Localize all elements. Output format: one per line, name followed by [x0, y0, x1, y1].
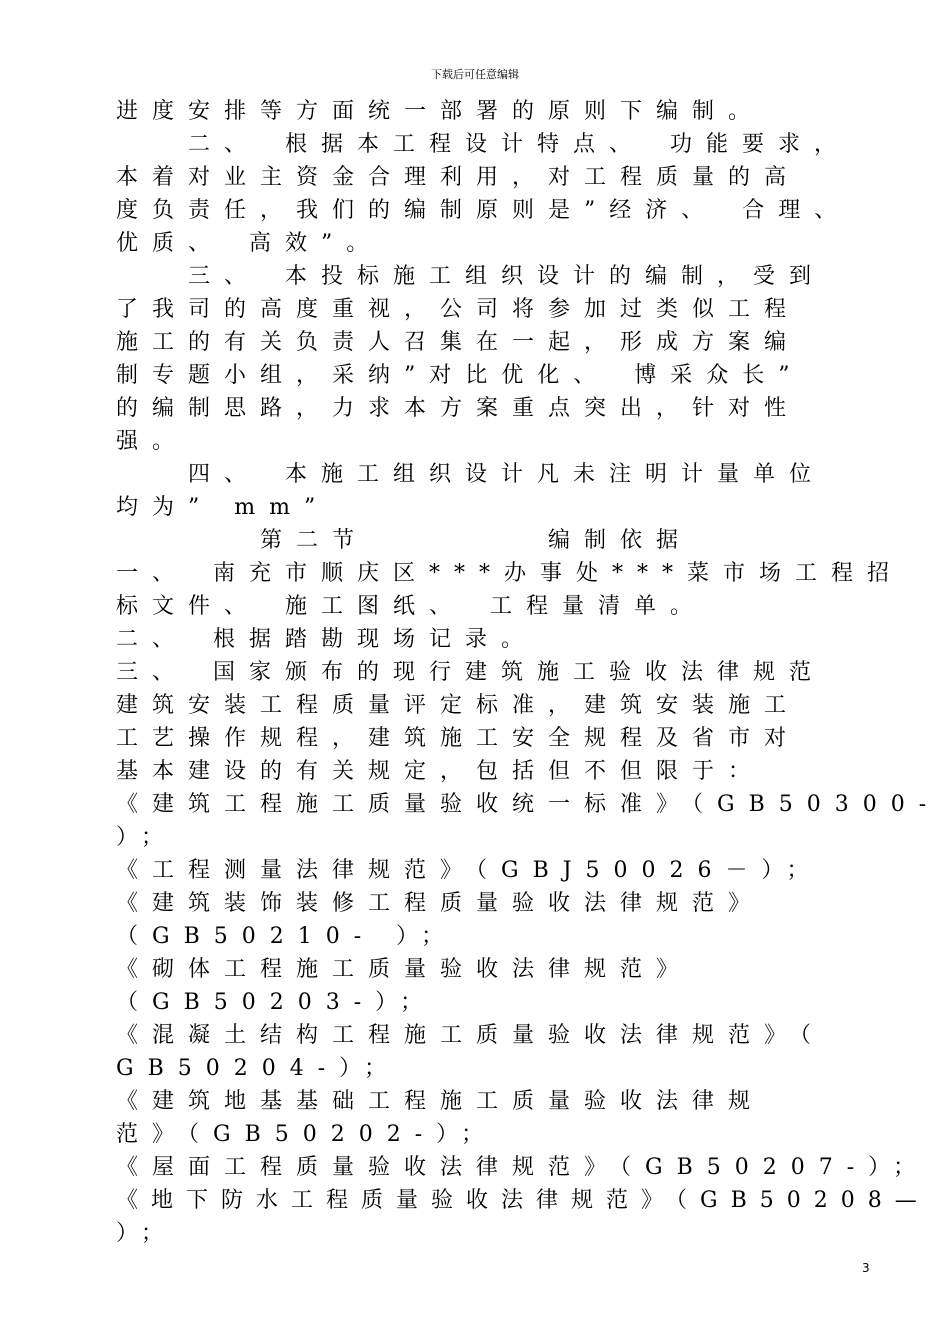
page-number: 3 [862, 1261, 870, 1275]
text-line: ）； [116, 825, 178, 850]
standard-item: 《屋面工程质量验收法律规范》（GB50207-）； [116, 1155, 930, 1180]
standard-item: 《混凝土结构工程施工质量验收法律规范》（ [116, 1023, 826, 1048]
text-line: 建筑安装工程质量评定标准，建筑安装施工 [116, 693, 801, 718]
text-line: 标文件、 施工图纸、 工程量清单。 [116, 594, 707, 619]
text-line: 三、 国家颁布的现行建筑施工验收法律规范 [116, 660, 826, 685]
text-line: 的编制思路，力求本方案重点突出，针对性 [116, 396, 801, 421]
text-line: 工艺操作规程，建筑施工安全规程及省市对 [116, 726, 801, 751]
text-line: 二、 根据踏勘现场记录。 [116, 627, 538, 652]
text-line: 一、 南充市顺庆区***办事处***菜市场工程招 [116, 561, 904, 586]
standard-item: 《地下防水工程质量验收法律规范》（GB50208— [116, 1188, 930, 1213]
text-line: 制专题小组，采纳”对比优化、 博采众长” [116, 363, 804, 388]
standard-item: 《建筑地基基础工程施工质量验收法律规 [116, 1089, 765, 1114]
text-line: 度负责任，我们的编制原则是”经济、 合理、 [116, 198, 851, 223]
standard-item: 《建筑工程施工质量验收统一标准》（GB50300- [116, 792, 941, 817]
standard-item: 《工程测量法律规范》（GBJ50026－）； [116, 858, 823, 883]
text-line: 施工的有关负责人召集在一起，形成方案编 [116, 330, 801, 355]
section-heading: 第二节 编制依据 [116, 528, 693, 553]
text-line: 四、 本施工组织设计凡未注明计量单位 [116, 462, 826, 487]
standard-item: 《建筑装饰装修工程质量验收法律规范》 [116, 891, 765, 916]
text-line: 进度安排等方面统一部署的原则下编制。 [116, 99, 765, 124]
text-line: 均为” mm” [116, 495, 330, 520]
text-line: 二、 根据本工程设计特点、 功能要求， [116, 132, 851, 157]
page-header: 下载后可任意编辑 [431, 68, 519, 81]
text-line: （GB50203-）； [116, 990, 437, 1015]
text-line: （GB50210- ）； [116, 924, 458, 949]
text-line: 本着对业主资金合理利用，对工程质量的高 [116, 165, 801, 190]
text-line: 优质、 高效”。 [116, 231, 383, 256]
text-line: 基本建设的有关规定，包括但不但限于： [116, 759, 765, 784]
standard-item: 《砌体工程施工质量验收法律规范》 [116, 957, 693, 982]
text-line: 强。 [116, 429, 189, 454]
text-line: GB50204-）； [116, 1056, 401, 1081]
text-line: ）； [116, 1221, 178, 1246]
text-line: 了我司的高度重视，公司将参加过类似工程 [116, 297, 801, 322]
text-line: 三、 本投标施工组织设计的编制，受到 [116, 264, 826, 289]
text-line: 范》（GB50202-）； [116, 1122, 498, 1147]
